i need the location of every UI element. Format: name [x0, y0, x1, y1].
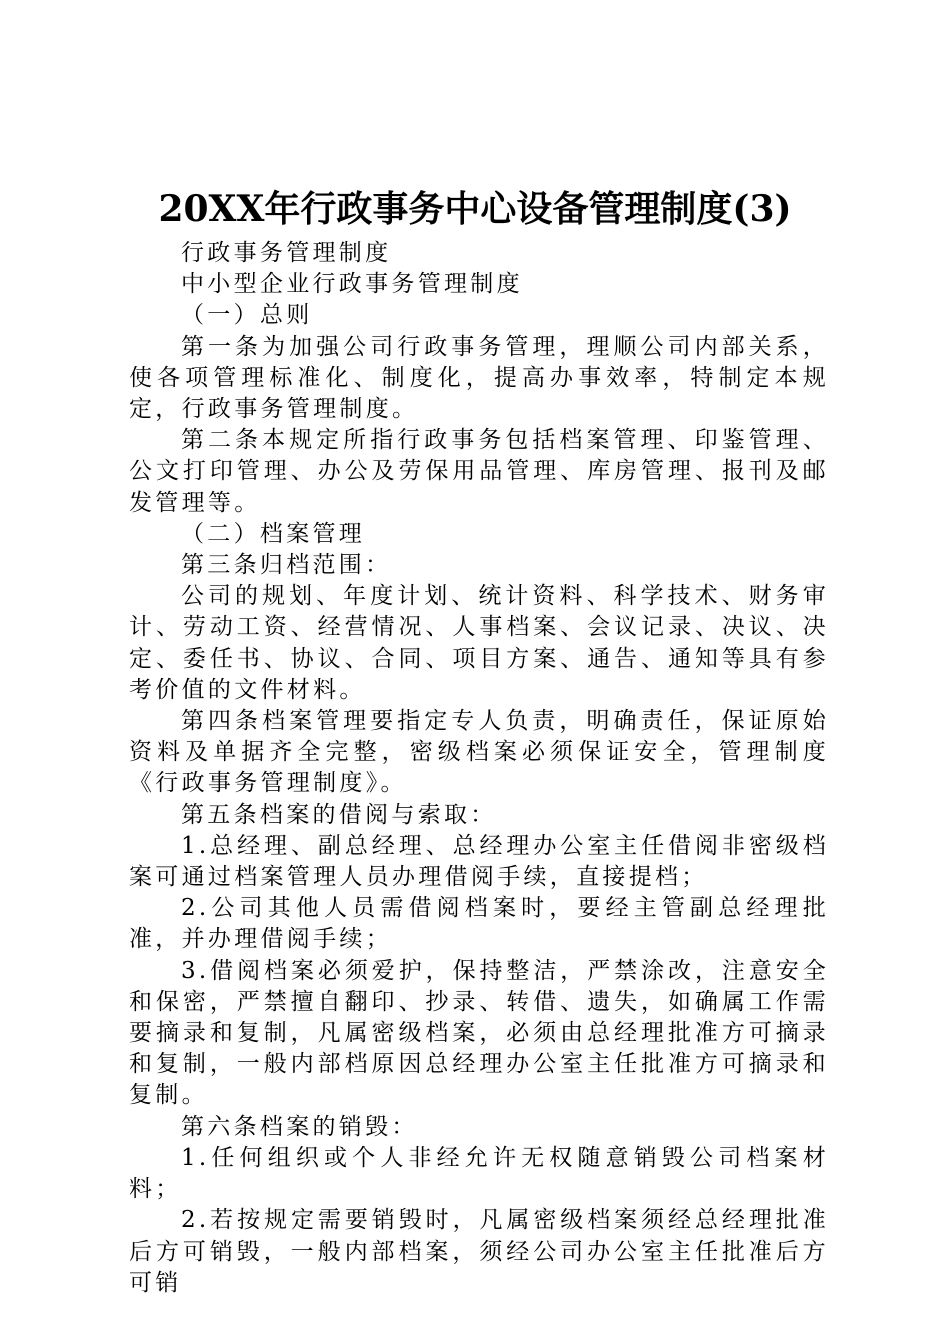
paragraph: 第六条档案的销毁：: [181, 1113, 418, 1140]
document-title: 20XX年行政事务中心设备管理制度(3): [158, 188, 792, 230]
paragraph: 公司的规划、年度计划、统计资料、科学技术、财务审计、劳动工资、经营情况、人事档案、会议记录、决议、决定、委任书、协议、合同、项目方案、通告、通知等具有参考价值的文件材料。: [129, 583, 829, 703]
document-body: [129, 238, 829, 1299]
paragraph: 第三条归档范围：: [181, 552, 392, 579]
paragraph: 第四条档案管理要指定专人负责，明确责任，保证原始资料及单据齐全完整，密级档案必须保证安全，管理制度《行政事务管理制度》。: [129, 708, 829, 797]
list-item: 3.借阅档案必须爱护，保持整洁，严禁涂改，注意安全和保密，严禁擅自翻印、抄录、转借、遗失，如确属工作需要摘录和复制，凡属密级档案，必须由总经理批准方可摘录和复制，一般内部档原因总经理办公室主任批准方可摘录和复制。: [129, 957, 829, 1109]
section-heading: （一）总则: [181, 302, 313, 329]
paragraph: 行政事务管理制度: [181, 240, 392, 266]
list-item: 2.若按规定需要销毁时，凡属密级档案须经总经理批准后方可销毁，一般内部档案，须经公司办公室主任批准后方可销: [129, 1207, 829, 1296]
list-item: 2.公司其他人员需借阅档案时，要经主管副总经理批准，并办理借阅手续；: [129, 895, 829, 953]
paragraph: 第五条档案的借阅与索取：: [181, 801, 497, 828]
paragraph: 第一条为加强公司行政事务管理，理顺公司内部关系，使各项管理标准化、制度化，提高办事效率，特制定本规定，行政事务管理制度。: [129, 333, 829, 423]
paragraph: 中小型企业行政事务管理制度: [181, 271, 523, 298]
paragraph: 第二条本规定所指行政事务包括档案管理、印鉴管理、公文打印管理、办公及劳保用品管理、库房管理、报刊及邮发管理等。: [129, 427, 829, 516]
list-item: 1.总经理、副总经理、总经理办公室主任借阅非密级档案可通过档案管理人员办理借阅手续，直接提档；: [129, 832, 829, 891]
section-heading: （二）档案管理: [181, 520, 366, 547]
list-item: 1.任何组织或个人非经允许无权随意销毁公司档案材料；: [129, 1144, 829, 1203]
